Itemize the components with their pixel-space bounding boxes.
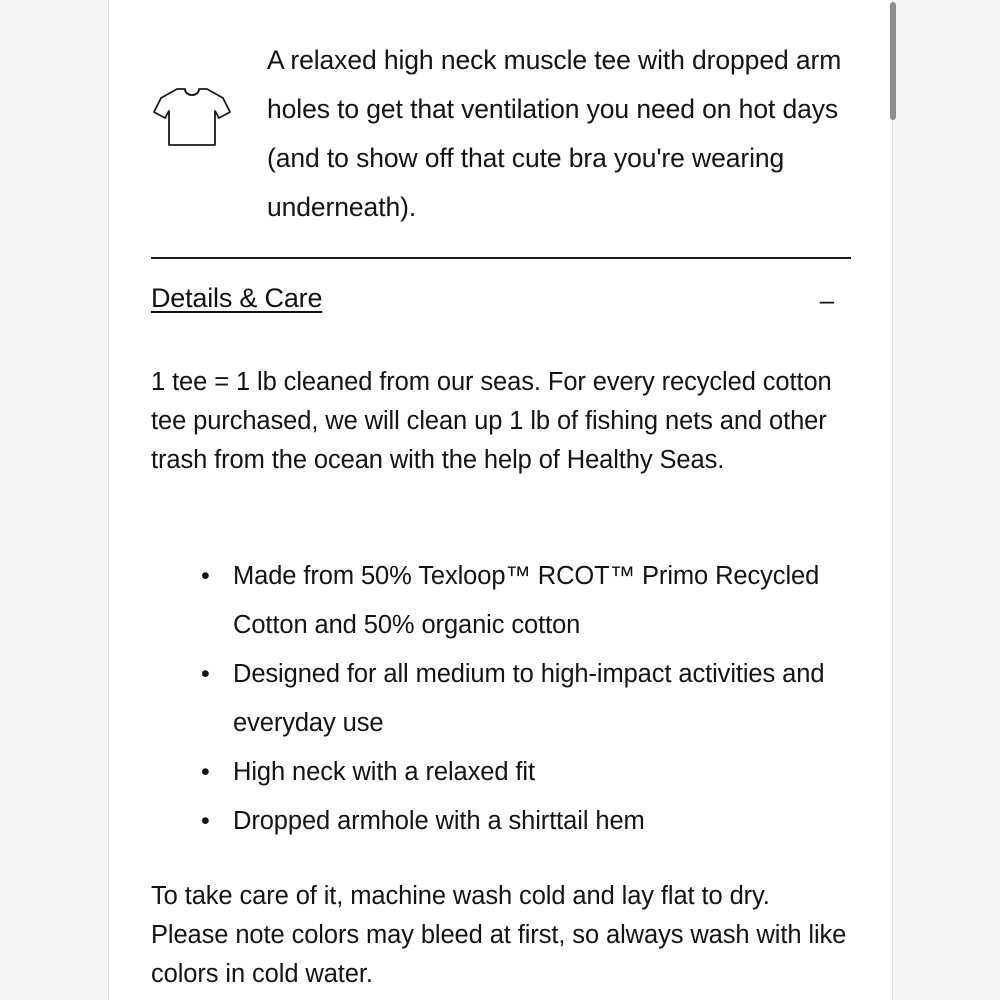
list-item xyxy=(151,748,851,797)
list-item-label: Dropped armhole with a shirttail hem xyxy=(233,807,645,835)
page-gutter-left xyxy=(0,0,108,1000)
list-item-label: Made from 50% Texloop™ RCOT™ Primo Recycled Cotton and 50% organic cotton xyxy=(233,562,820,639)
list-item xyxy=(151,650,851,748)
details-intro-paragraph: 1 tee = 1 lb cleaned from our seas. For every recycled cotton tee purchased, we will clean up 1 lb of fishing nets and other trash from the ocean with the help of Healthy Seas. xyxy=(151,368,832,474)
content-column xyxy=(109,0,892,1000)
details-bullet-list xyxy=(151,552,851,846)
product-description-block xyxy=(151,36,851,232)
minus-icon[interactable]: – xyxy=(819,285,835,315)
scrollbar-thumb[interactable] xyxy=(890,2,896,120)
section-divider xyxy=(151,257,851,259)
list-item-label: High neck with a relaxed fit xyxy=(233,758,535,786)
bullet-marker: • xyxy=(201,807,210,835)
bullet-marker: • xyxy=(201,758,210,786)
scrollbar-track[interactable] xyxy=(890,0,896,1000)
page-gutter-right xyxy=(893,0,1000,1000)
bullet-marker: • xyxy=(201,660,210,688)
care-instructions-paragraph: To take care of it, machine wash cold and lay flat to dry. Please note colors may bleed at first, so always wash with like colors in cold water. xyxy=(151,882,847,988)
bullet-marker: • xyxy=(201,562,210,590)
product-description-text: A relaxed high neck muscle tee with dropped arm holes to get that ventilation you need on hot days (and to show off that cute bra you're wearing underneath). xyxy=(267,45,842,222)
list-item xyxy=(151,552,851,650)
details-care-accordion-header[interactable] xyxy=(151,283,851,329)
list-item-label: Designed for all medium to high-impact activities and everyday use xyxy=(233,660,825,737)
details-care-title[interactable]: Details & Care xyxy=(151,283,323,313)
list-item xyxy=(151,797,851,846)
t-shirt-icon xyxy=(151,36,243,153)
